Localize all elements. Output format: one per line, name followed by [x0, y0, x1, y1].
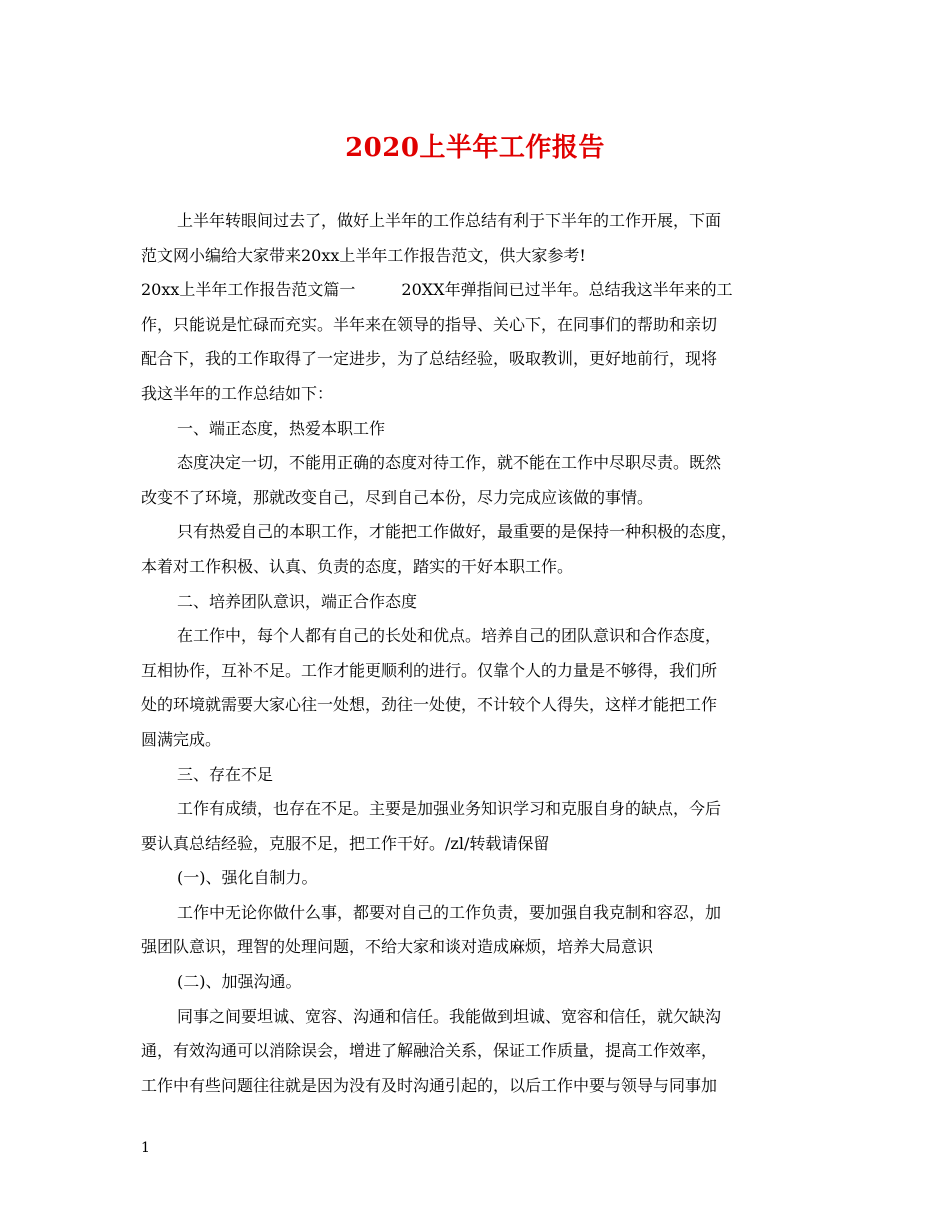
- document-title: 2020上半年工作报告: [345, 133, 605, 163]
- document-body: [141, 204, 821, 1103]
- paragraph-7-line-1: 同事之间要坦诚、宽容、沟通和信任。我能做到坦诚、宽容和信任，就欠缺沟: [177, 1006, 722, 1026]
- subheading-2: (二)、加强沟通。: [177, 972, 302, 992]
- paragraph-2-line-1: 态度决定一切，不能用正确的态度对待工作，就不能在工作中尽职尽责。既然: [177, 453, 722, 473]
- intro-line-2: 范文网小编给大家带来20xx上半年工作报告范文，供大家参考!: [141, 245, 586, 265]
- paragraph-1-line-3: 配合下，我的工作取得了一定进步，为了总结经验，吸取教训，更好地前行，现将: [141, 349, 718, 369]
- paragraph-5-line-1: 工作有成绩，也存在不足。主要是加强业务知识学习和克服自身的缺点，今后: [177, 799, 722, 819]
- paragraph-1-line-1: [141, 273, 821, 308]
- paragraph-1-line-1-text: 20XX年弹指间已过半年。总结我这半年来的工: [401, 280, 733, 300]
- paragraph-1-line-2: 作，只能说是忙碌而充实。半年来在领导的指导、关心下，在同事们的帮助和亲切: [141, 314, 718, 334]
- section-heading-2: 二、培养团队意识，端正合作态度: [177, 591, 418, 611]
- intro-line-1: 上半年转眼间过去了，做好上半年的工作总结有利于下半年的工作开展，下面: [177, 211, 722, 230]
- paragraph-3-line-2: 本着对工作积极、认真、负责的态度，踏实的干好本职工作。: [141, 556, 574, 576]
- paragraph-6-line-1: 工作中无论你做什么事，都要对自己的工作负责，要加强自我克制和容忍，加: [177, 902, 722, 922]
- section-heading-1: 一、端正态度，热爱本职工作: [177, 418, 386, 438]
- paragraph-3-line-1: 只有热爱自己的本职工作，才能把工作做好，最重要的是保持一种积极的态度，: [177, 522, 738, 542]
- paragraph-7-line-3: 工作中有些问题往往就是因为没有及时沟通引起的，以后工作中要与领导与同事加: [141, 1075, 718, 1095]
- paragraph-4-line-3: 处的环境就需要大家心往一处想，劲往一处使，不计较个人得失，这样才能把工作: [141, 695, 718, 715]
- paragraph-4-line-4: 圆满完成。: [141, 729, 222, 749]
- paragraph-2-line-2: 改变不了环境，那就改变自己，尽到自己本份，尽力完成应该做的事情。: [141, 487, 654, 507]
- page-number: 1: [141, 1140, 150, 1156]
- paragraph-6-line-2: 强团队意识，理智的处理问题，不给大家和谈对造成麻烦，培养大局意识: [141, 937, 654, 957]
- paragraph-4-line-1: 在工作中，每个人都有自己的长处和优点。培养自己的团队意识和合作态度，: [177, 626, 722, 646]
- article-heading: 20xx上半年工作报告范文篇一: [141, 280, 356, 300]
- paragraph-4-line-2: 互相协作，互补不足。工作才能更顺利的进行。仅靠个人的力量是不够得，我们所: [141, 660, 718, 680]
- paragraph-5-line-2: 要认真总结经验，克服不足，把工作干好。/zl/转载请保留: [141, 833, 550, 853]
- section-heading-3: 三、存在不足: [177, 764, 274, 784]
- subheading-1: (一)、强化自制力。: [177, 868, 318, 888]
- paragraph-1-line-4: 我这半年的工作总结如下：: [141, 383, 334, 403]
- paragraph-7-line-2: 通，有效沟通可以消除误会，增进了解融洽关系，保证工作质量，提高工作效率，: [141, 1041, 718, 1061]
